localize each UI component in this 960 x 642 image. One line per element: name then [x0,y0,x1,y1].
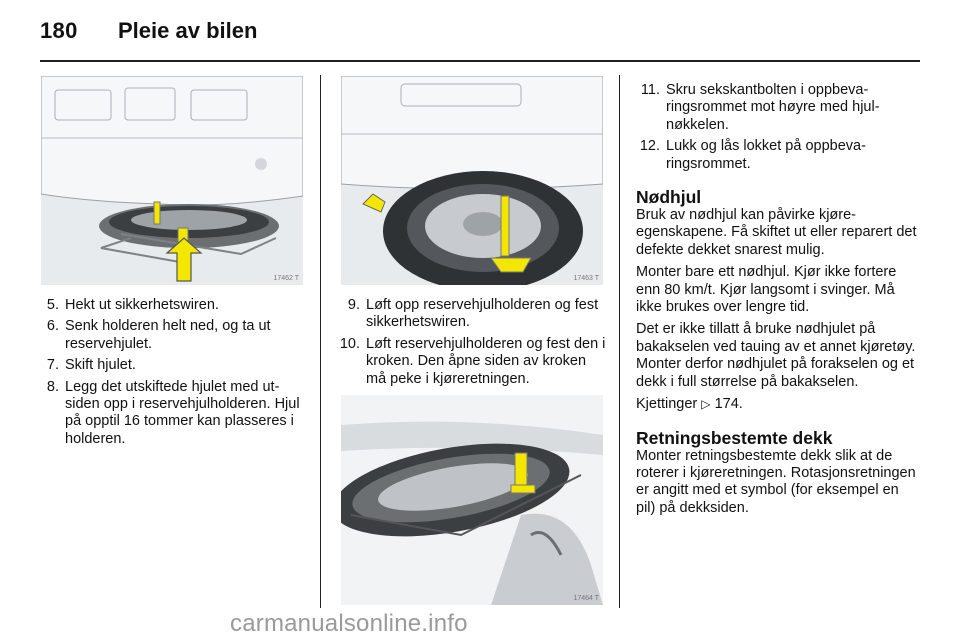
page-header [0,0,960,62]
step-text: Skru sekskantbolten i oppbevaringsrommet mot høyre med hjulnøkkelen. [666,82,880,133]
step-item [636,138,922,173]
step-number: 11. [640,82,660,98]
paragraph: Monter bare ett nødhjul. Kjør ikke fortere enn 80 km/t. Kjør langsomt i svinger. Må ikke brukes over lengre tid. [636,264,897,316]
figure-lowered-spare-wheel [41,76,303,285]
xref-page[interactable]: 174. [714,396,743,413]
step-item [41,297,309,314]
step-text: Legg det utskiftede hjulet med utsiden opp i reservehjulholderen. Hjul på opptil 16 tommer kan plasseres i holderen. [65,378,300,447]
paragraph: Monter retningsbestemte dekk slik at de roterer i kjøreretningen. Rotasjonsretningen er angitt med et symbol (for eksempel en pil) på dekksiden. [636,447,916,516]
column-3 [636,82,922,522]
step-text: Løft reservehjulholderen og fest den i kroken. Den åpne siden av kroken må peke i kjøreretningen. [366,335,606,387]
arrow-right-icon: ▷ [701,397,711,412]
header-rule [40,60,920,62]
steps-list-col1 [41,297,309,452]
page-title: Pleie av bilen [118,18,258,43]
step-text: Hekt ut sikkerhetswiren. [65,297,219,313]
figure-wheel-in-hook [341,395,603,605]
figure-code: 17464 T [573,595,599,602]
step-text: Senk holderen helt ned, og ta ut reservehjulet. [65,318,271,352]
step-item [41,379,309,449]
step-text: Skift hjulet. [65,357,136,374]
spare-wheel-illustration-1 [41,76,303,285]
step-item [41,357,309,374]
step-text: Lukk og lås lokket på oppbevaringsrommet. [666,138,866,172]
column-divider-2 [619,75,620,608]
step-number: 6. [46,318,59,335]
page-number: 180 [40,18,78,43]
steps-list-col3 [636,82,922,173]
step-number: 10. [339,335,360,352]
spare-wheel-illustration-3 [341,395,603,605]
spare-wheel-illustration-2 [341,76,603,285]
step-item [636,82,922,134]
figure-code: 17462 T [273,275,299,282]
paragraph: Bruk av nødhjul kan påvirke kjøreegenskapene. Få skiftet ut eller reparert det defekte dekket snarest mulig. [636,207,917,258]
step-number: 9. [347,297,360,313]
step-number: 12. [639,138,660,155]
step-item [336,336,606,388]
step-item [336,297,606,332]
section-heading-retning: Retningsbestemte dekk [636,427,833,448]
paragraph: Det er ikke tillatt å bruke nødhjulet på bakakselen ved tauing av et annet kjøretøy. Monter derfor nødhjulet på forakselen og et dekk i full størrelse på bakakselen. [636,321,916,390]
step-number: 5. [46,297,59,313]
step-text: Løft opp reservehjulholderen og fest sikkerhetswiren. [366,297,599,331]
xref-label: Kjettinger [636,396,698,413]
cross-reference[interactable] [636,396,922,413]
watermark: carmanualsonline.info [230,610,468,637]
step-number: 7. [46,357,59,374]
steps-list-col2 [336,297,606,392]
step-number: 8. [46,378,59,395]
figure-raised-spare-wheel [341,76,603,285]
section-heading-nodhjul: Nødhjul [636,187,702,208]
column-divider-1 [320,75,321,608]
figure-code: 17463 T [573,275,599,282]
step-item [41,318,309,353]
